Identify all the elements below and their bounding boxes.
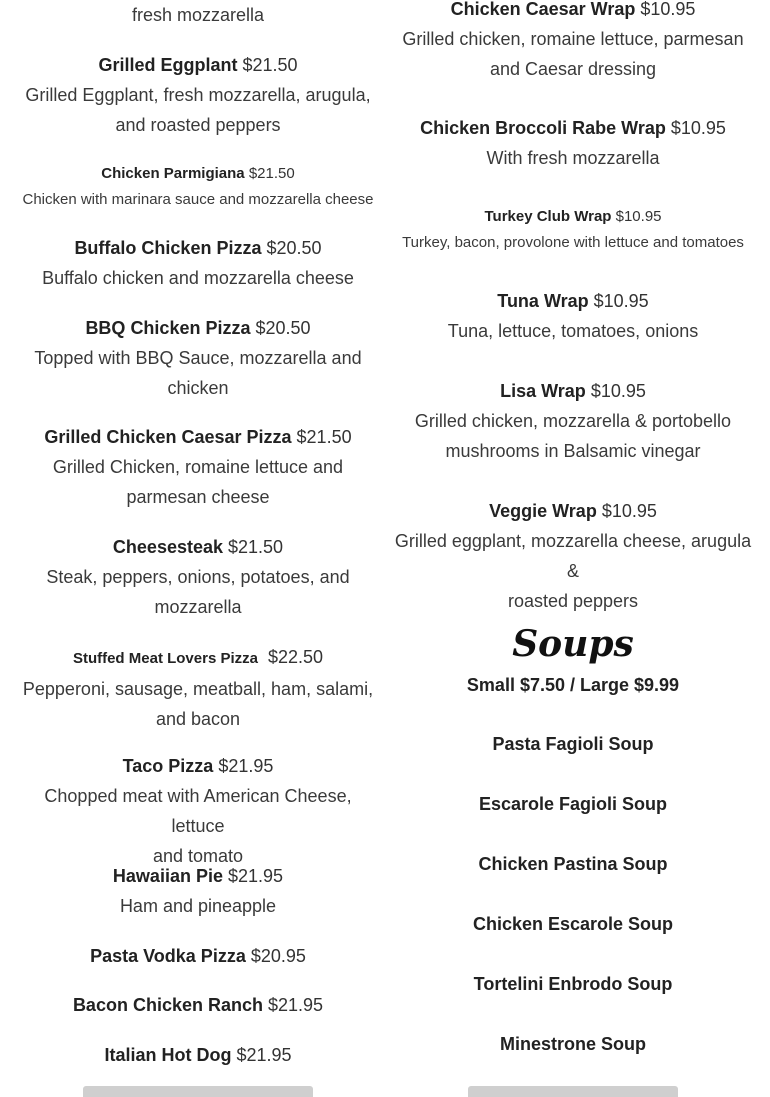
soup-item: Chicken Pastina Soup xyxy=(478,854,668,874)
item-description: Topped with BBQ Sauce, mozzarella and xyxy=(34,348,362,368)
menu-item xyxy=(18,233,378,293)
item-name: Chicken Parmigiana xyxy=(101,165,245,182)
item-description: Ham and pineapple xyxy=(119,896,277,916)
menu-item xyxy=(18,161,378,213)
cut-off-text xyxy=(18,1086,378,1097)
item-description: and roasted peppers xyxy=(115,115,281,135)
item-name: Italian Hot Dog xyxy=(104,1045,232,1065)
item-description: Grilled chicken, mozzarella & portobello xyxy=(414,411,732,431)
item-description: and bacon xyxy=(155,709,241,729)
item-description: roasted peppers xyxy=(507,591,639,611)
item-price: $21.95 xyxy=(218,756,274,776)
item-name: Tuna Wrap xyxy=(497,291,589,311)
menu-item xyxy=(18,861,378,921)
menu-item xyxy=(392,376,754,466)
item-price: $22.50 xyxy=(268,647,324,667)
item-name: Cheesesteak xyxy=(112,537,223,557)
cut-off-text xyxy=(392,1086,754,1097)
item-price: $20.50 xyxy=(255,318,311,338)
menu-item xyxy=(18,422,378,512)
soups-sizes: Small $7.50 / Large $9.99 xyxy=(466,675,680,695)
item-description: Buffalo chicken and mozzarella cheese xyxy=(42,268,354,288)
item-price: $21.50 xyxy=(296,427,352,447)
item-name: Turkey Club Wrap xyxy=(484,208,612,225)
item-name: Lisa Wrap xyxy=(500,381,586,401)
item-price: $20.95 xyxy=(250,946,306,966)
menu-item xyxy=(392,0,754,84)
soup-item: Pasta Fagioli Soup xyxy=(492,734,654,754)
item-name: Stuffed Meat Lovers Pizza xyxy=(72,650,258,667)
menu-item xyxy=(18,751,378,871)
menu-item xyxy=(18,642,378,734)
menu-item xyxy=(18,532,378,622)
item-name: Taco Pizza xyxy=(122,756,214,776)
item-description: Grilled chicken, romaine lettuce, parmesan xyxy=(402,29,744,49)
item-description: Chopped meat with American Cheese, lettuce xyxy=(44,786,352,836)
item-price: $21.95 xyxy=(236,1045,292,1065)
item-price: $21.50 xyxy=(228,537,284,557)
item-name: Hawaiian Pie xyxy=(112,866,223,886)
item-price: $21.50 xyxy=(248,165,295,182)
item-description: Grilled Chicken, romaine lettuce and xyxy=(52,457,344,477)
soup-item: Tortelini Enbrodo Soup xyxy=(473,974,673,994)
soup-item: Chicken Escarole Soup xyxy=(472,914,674,934)
item-description: chicken xyxy=(167,378,229,398)
menu-item xyxy=(392,286,754,346)
item-price: $20.50 xyxy=(266,238,322,258)
item-description: parmesan cheese xyxy=(126,487,270,507)
item-description: Chicken with marinara sauce and mozzarella cheese xyxy=(22,191,374,208)
menu-item xyxy=(18,1040,378,1070)
menu-item xyxy=(18,0,378,30)
item-name: Chicken Caesar Wrap xyxy=(450,0,636,19)
soup-item: Escarole Fagioli Soup xyxy=(478,794,668,814)
item-price: $10.95 xyxy=(590,381,646,401)
item-price: $21.95 xyxy=(268,995,324,1015)
menu-item xyxy=(18,941,378,971)
item-description: Grilled eggplant, mozzarella cheese, arugula & xyxy=(394,531,752,581)
item-description: fresh mozzarella xyxy=(131,5,265,25)
menu-item xyxy=(392,204,754,256)
item-price: $10.95 xyxy=(593,291,649,311)
soup-item: Minestrone Soup xyxy=(499,1034,646,1054)
item-description: Steak, peppers, onions, potatoes, and xyxy=(46,567,350,587)
menu-item xyxy=(18,50,378,140)
item-description: With fresh mozzarella xyxy=(486,148,660,168)
item-description: Grilled Eggplant, fresh mozzarella, arugula, xyxy=(25,85,371,105)
item-price: $10.95 xyxy=(640,0,696,19)
item-description: and tomato xyxy=(152,846,244,866)
item-price: $10.95 xyxy=(670,118,726,138)
menu-item xyxy=(392,496,754,616)
soups-heading: Soups xyxy=(512,623,634,665)
item-description: mushrooms in Balsamic vinegar xyxy=(445,441,701,461)
item-name: BBQ Chicken Pizza xyxy=(85,318,251,338)
item-name: Grilled Eggplant xyxy=(98,55,238,75)
item-name: Pasta Vodka Pizza xyxy=(90,946,246,966)
item-description: Pepperoni, sausage, meatball, ham, salami, xyxy=(22,679,374,699)
menu-item xyxy=(392,113,754,173)
item-description: Tuna, lettuce, tomatoes, onions xyxy=(447,321,699,341)
item-price: $10.95 xyxy=(615,208,662,225)
menu-item xyxy=(18,313,378,403)
item-name: Grilled Chicken Caesar Pizza xyxy=(44,427,292,447)
item-price: $21.50 xyxy=(242,55,298,75)
item-name: Buffalo Chicken Pizza xyxy=(74,238,262,258)
item-description: Turkey, bacon, provolone with lettuce and tomatoes xyxy=(402,234,744,251)
item-name: Bacon Chicken Ranch xyxy=(72,995,263,1015)
item-description: mozzarella xyxy=(154,597,242,617)
item-price: $10.95 xyxy=(601,501,657,521)
item-name: Chicken Broccoli Rabe Wrap xyxy=(420,118,666,138)
item-description: and Caesar dressing xyxy=(489,59,657,79)
item-name: Veggie Wrap xyxy=(489,501,597,521)
item-price: $21.95 xyxy=(228,866,284,886)
menu-item xyxy=(18,990,378,1020)
